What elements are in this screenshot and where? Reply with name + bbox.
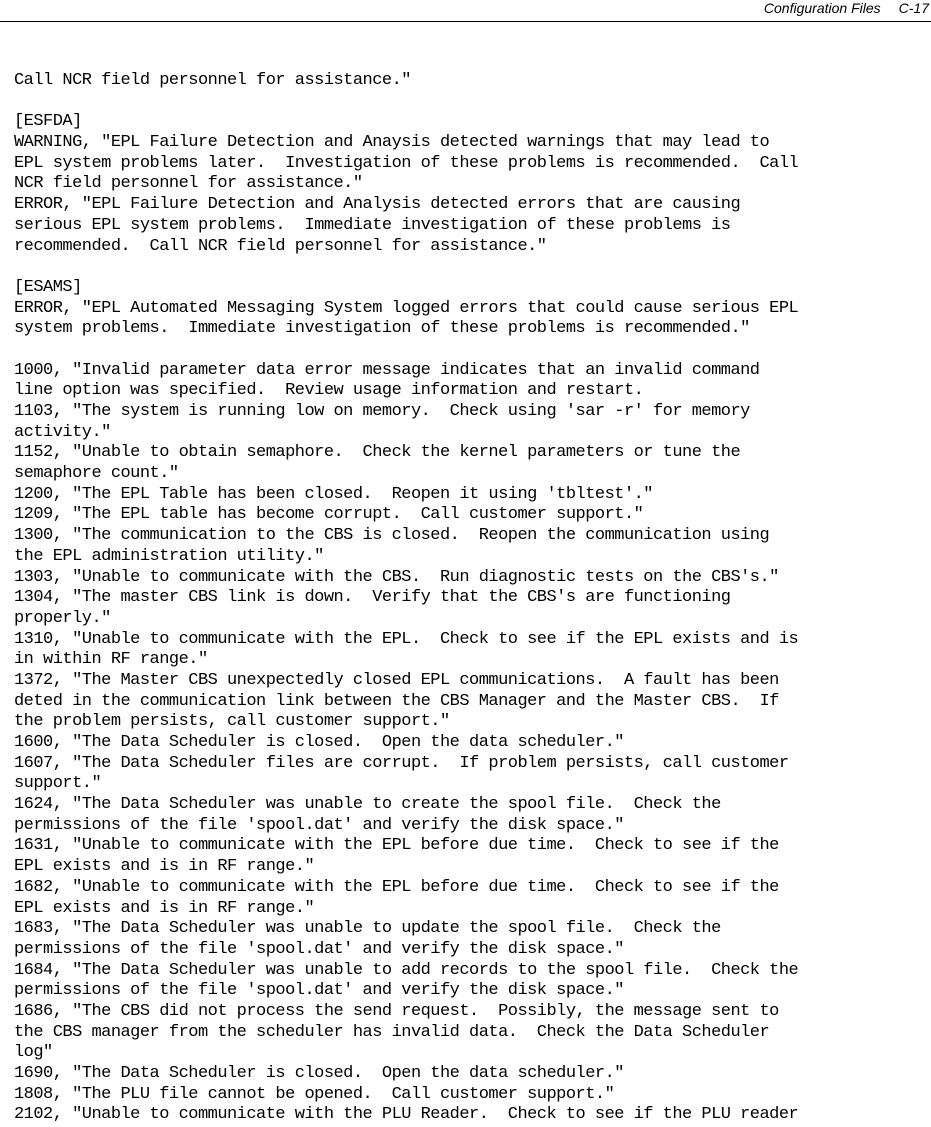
text-line: NCR field personnel for assistance." bbox=[14, 174, 363, 194]
text-line: 1682, "Unable to communicate with the EPL before due time. Check to see if the bbox=[14, 877, 779, 897]
blank-line bbox=[14, 340, 929, 361]
text-line: the EPL administration utility." bbox=[14, 546, 324, 566]
text-line: in within RF range." bbox=[14, 650, 208, 670]
text-line: log" bbox=[14, 1043, 53, 1063]
text-line: 1152, "Unable to obtain semaphore. Check the kernel parameters or tune the bbox=[14, 443, 741, 463]
text-line: EPL exists and is in RF range." bbox=[14, 857, 315, 877]
text-line: WARNING, "EPL Failure Detection and Anaysis detected warnings that may lead to bbox=[14, 133, 770, 153]
text-line: 1684, "The Data Scheduler was unable to add records to the spool file. Check the bbox=[14, 960, 799, 980]
section-title: Configuration Files bbox=[763, 0, 881, 16]
text-line: support." bbox=[14, 774, 102, 794]
text-line: [ESAMS] bbox=[14, 277, 82, 297]
text-line: activity." bbox=[14, 422, 111, 442]
blank-line bbox=[14, 257, 929, 278]
text-line: EPL system problems later. Investigation of these problems is recommended. Call bbox=[14, 153, 799, 173]
text-line: 1303, "Unable to communicate with the CBS. Run diagnostic tests on the CBS's." bbox=[14, 567, 779, 587]
text-line: 1686, "The CBS did not process the send request. Possibly, the message sent to bbox=[14, 1001, 779, 1021]
text-line: [ESFDA] bbox=[14, 112, 82, 132]
header-text bbox=[764, 0, 929, 17]
text-line: 1000, "Invalid parameter data error message indicates that an invalid command bbox=[14, 360, 760, 380]
page-number: C-17 bbox=[898, 0, 929, 16]
text-line: ERROR, "EPL Failure Detection and Analysis detected errors that are causing bbox=[14, 195, 741, 215]
text-line: permissions of the file 'spool.dat' and verify the disk space." bbox=[14, 815, 624, 835]
text-line: recommended. Call NCR field personnel for assistance." bbox=[14, 236, 547, 256]
text-line: 1200, "The EPL Table has been closed. Reopen it using 'tbltest'." bbox=[14, 484, 653, 504]
text-line: deted in the communication link between the CBS Manager and the Master CBS. If bbox=[14, 691, 779, 711]
text-line: 1300, "The communication to the CBS is closed. Reopen the communication using bbox=[14, 526, 770, 546]
text-line: serious EPL system problems. Immediate investigation of these problems is bbox=[14, 215, 731, 235]
blank-line bbox=[14, 92, 929, 113]
text-line: properly." bbox=[14, 608, 111, 628]
text-line: 1209, "The EPL table has become corrupt. Call customer support." bbox=[14, 505, 644, 525]
text-line: ERROR, "EPL Automated Messaging System logged errors that could cause serious EPL bbox=[14, 298, 799, 318]
text-line: permissions of the file 'spool.dat' and verify the disk space." bbox=[14, 981, 624, 1001]
text-line: permissions of the file 'spool.dat' and verify the disk space." bbox=[14, 939, 624, 959]
text-line: the CBS manager from the scheduler has invalid data. Check the Data Scheduler bbox=[14, 1022, 770, 1042]
text-line: the problem persists, call customer support." bbox=[14, 712, 450, 732]
text-line: 1624, "The Data Scheduler was unable to create the spool file. Check the bbox=[14, 795, 721, 815]
text-line: 1304, "The master CBS link is down. Verify that the CBS's are functioning bbox=[14, 588, 731, 608]
text-line: EPL exists and is in RF range." bbox=[14, 898, 315, 918]
text-line: 2102, "Unable to communicate with the PLU Reader. Check to see if the PLU reader bbox=[14, 1105, 799, 1125]
text-line: 1310, "Unable to communicate with the EPL. Check to see if the EPL exists and is bbox=[14, 629, 799, 649]
text-line: 1631, "Unable to communicate with the EPL before due time. Check to see if the bbox=[14, 836, 779, 856]
text-line: semaphore count." bbox=[14, 464, 179, 484]
config-listing bbox=[14, 71, 929, 1126]
text-line: 1683, "The Data Scheduler was unable to update the spool file. Check the bbox=[14, 919, 721, 939]
text-line: 1103, "The system is running low on memory. Check using 'sar -r' for memory bbox=[14, 402, 750, 421]
text-line: line option was specified. Review usage information and restart. bbox=[14, 381, 644, 401]
text-line: 1808, "The PLU file cannot be opened. Call customer support." bbox=[14, 1084, 615, 1104]
text-line: 1607, "The Data Scheduler files are corrupt. If problem persists, call customer bbox=[14, 753, 789, 773]
text-line: system problems. Immediate investigation of these problems is recommended." bbox=[14, 319, 750, 339]
running-header bbox=[0, 0, 931, 22]
text-line: Call NCR field personnel for assistance." bbox=[14, 71, 411, 90]
text-line: 1600, "The Data Scheduler is closed. Open the data scheduler." bbox=[14, 733, 624, 752]
text-line: 1690, "The Data Scheduler is closed. Open the data scheduler." bbox=[14, 1064, 624, 1083]
text-line: 1372, "The Master CBS unexpectedly closed EPL communications. A fault has been bbox=[14, 670, 779, 690]
